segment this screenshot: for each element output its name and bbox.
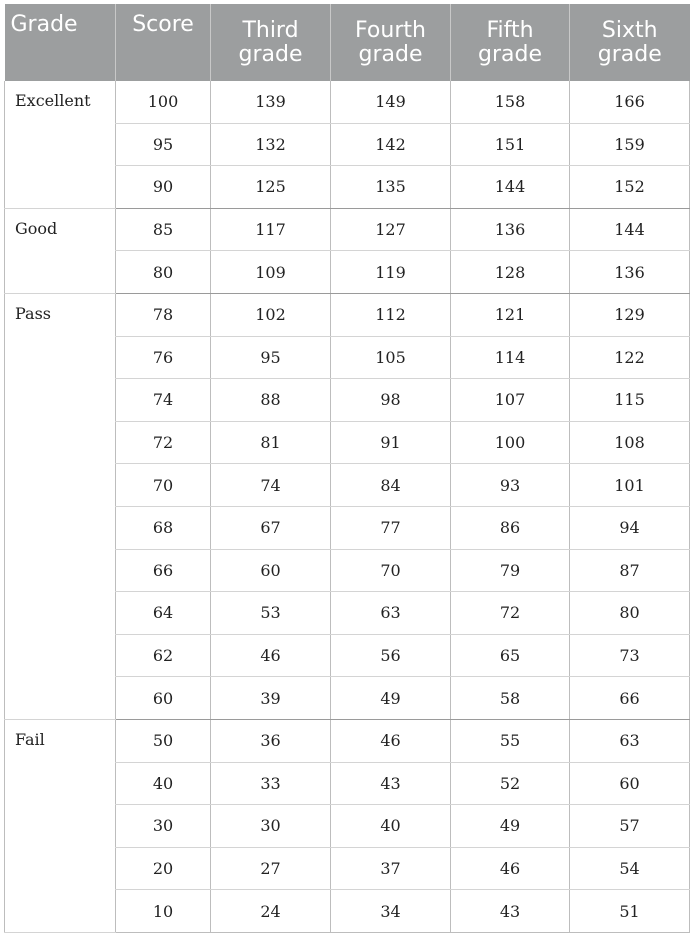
table-row bbox=[5, 81, 690, 123]
value-cell: 30 bbox=[211, 805, 331, 848]
score-cell: 72 bbox=[116, 421, 211, 464]
value-cell: 149 bbox=[331, 81, 451, 123]
score-cell: 64 bbox=[116, 592, 211, 635]
table-header bbox=[5, 4, 690, 81]
value-cell: 77 bbox=[331, 506, 451, 549]
value-cell: 127 bbox=[331, 208, 451, 251]
header-grade: Grade bbox=[5, 4, 116, 81]
value-cell: 136 bbox=[570, 251, 690, 294]
header-row bbox=[5, 4, 690, 81]
score-cell: 60 bbox=[116, 677, 211, 720]
table-body bbox=[5, 81, 690, 932]
value-cell: 151 bbox=[451, 123, 570, 166]
value-cell: 93 bbox=[451, 464, 570, 507]
value-cell: 52 bbox=[451, 762, 570, 805]
value-cell: 139 bbox=[211, 81, 331, 123]
value-cell: 100 bbox=[451, 421, 570, 464]
value-cell: 43 bbox=[331, 762, 451, 805]
score-cell: 90 bbox=[116, 166, 211, 209]
value-cell: 152 bbox=[570, 166, 690, 209]
value-cell: 46 bbox=[451, 847, 570, 890]
value-cell: 115 bbox=[570, 379, 690, 422]
header-fifth-grade: Fifth grade bbox=[451, 4, 570, 81]
value-cell: 56 bbox=[331, 634, 451, 677]
value-cell: 136 bbox=[451, 208, 570, 251]
score-cell: 76 bbox=[116, 336, 211, 379]
value-cell: 95 bbox=[211, 336, 331, 379]
score-cell: 95 bbox=[116, 123, 211, 166]
value-cell: 107 bbox=[451, 379, 570, 422]
value-cell: 87 bbox=[570, 549, 690, 592]
value-cell: 67 bbox=[211, 506, 331, 549]
value-cell: 102 bbox=[211, 293, 331, 336]
value-cell: 60 bbox=[570, 762, 690, 805]
value-cell: 54 bbox=[570, 847, 690, 890]
value-cell: 119 bbox=[331, 251, 451, 294]
grade-score-table bbox=[4, 4, 690, 933]
value-cell: 49 bbox=[451, 805, 570, 848]
value-cell: 65 bbox=[451, 634, 570, 677]
value-cell: 80 bbox=[570, 592, 690, 635]
value-cell: 40 bbox=[331, 805, 451, 848]
value-cell: 88 bbox=[211, 379, 331, 422]
value-cell: 34 bbox=[331, 890, 451, 933]
table-row bbox=[5, 719, 690, 762]
table-row bbox=[5, 293, 690, 336]
value-cell: 79 bbox=[451, 549, 570, 592]
value-cell: 51 bbox=[570, 890, 690, 933]
table-row bbox=[5, 208, 690, 251]
value-cell: 36 bbox=[211, 719, 331, 762]
value-cell: 158 bbox=[451, 81, 570, 123]
header-third-grade: Third grade bbox=[211, 4, 331, 81]
score-cell: 50 bbox=[116, 719, 211, 762]
score-cell: 20 bbox=[116, 847, 211, 890]
score-cell: 74 bbox=[116, 379, 211, 422]
value-cell: 166 bbox=[570, 81, 690, 123]
value-cell: 98 bbox=[331, 379, 451, 422]
value-cell: 39 bbox=[211, 677, 331, 720]
value-cell: 144 bbox=[451, 166, 570, 209]
value-cell: 94 bbox=[570, 506, 690, 549]
header-score: Score bbox=[116, 4, 211, 81]
score-cell: 68 bbox=[116, 506, 211, 549]
header-fourth-grade: Fourth grade bbox=[331, 4, 451, 81]
value-cell: 46 bbox=[211, 634, 331, 677]
score-cell: 62 bbox=[116, 634, 211, 677]
value-cell: 24 bbox=[211, 890, 331, 933]
score-cell: 30 bbox=[116, 805, 211, 848]
value-cell: 159 bbox=[570, 123, 690, 166]
value-cell: 132 bbox=[211, 123, 331, 166]
value-cell: 60 bbox=[211, 549, 331, 592]
value-cell: 33 bbox=[211, 762, 331, 805]
value-cell: 125 bbox=[211, 166, 331, 209]
score-cell: 78 bbox=[116, 293, 211, 336]
value-cell: 128 bbox=[451, 251, 570, 294]
header-sixth-grade: Sixth grade bbox=[570, 4, 690, 81]
value-cell: 66 bbox=[570, 677, 690, 720]
value-cell: 46 bbox=[331, 719, 451, 762]
value-cell: 53 bbox=[211, 592, 331, 635]
value-cell: 73 bbox=[570, 634, 690, 677]
value-cell: 81 bbox=[211, 421, 331, 464]
score-cell: 100 bbox=[116, 81, 211, 123]
value-cell: 74 bbox=[211, 464, 331, 507]
value-cell: 121 bbox=[451, 293, 570, 336]
value-cell: 117 bbox=[211, 208, 331, 251]
value-cell: 43 bbox=[451, 890, 570, 933]
value-cell: 63 bbox=[331, 592, 451, 635]
score-cell: 80 bbox=[116, 251, 211, 294]
value-cell: 91 bbox=[331, 421, 451, 464]
table-container bbox=[4, 4, 689, 933]
value-cell: 109 bbox=[211, 251, 331, 294]
grade-cell: Fail bbox=[5, 719, 116, 932]
value-cell: 27 bbox=[211, 847, 331, 890]
value-cell: 144 bbox=[570, 208, 690, 251]
score-cell: 10 bbox=[116, 890, 211, 933]
value-cell: 129 bbox=[570, 293, 690, 336]
value-cell: 70 bbox=[331, 549, 451, 592]
value-cell: 49 bbox=[331, 677, 451, 720]
value-cell: 122 bbox=[570, 336, 690, 379]
value-cell: 112 bbox=[331, 293, 451, 336]
value-cell: 101 bbox=[570, 464, 690, 507]
score-cell: 40 bbox=[116, 762, 211, 805]
grade-cell: Good bbox=[5, 208, 116, 293]
value-cell: 63 bbox=[570, 719, 690, 762]
value-cell: 142 bbox=[331, 123, 451, 166]
value-cell: 105 bbox=[331, 336, 451, 379]
score-cell: 85 bbox=[116, 208, 211, 251]
value-cell: 108 bbox=[570, 421, 690, 464]
value-cell: 37 bbox=[331, 847, 451, 890]
value-cell: 135 bbox=[331, 166, 451, 209]
score-cell: 66 bbox=[116, 549, 211, 592]
value-cell: 55 bbox=[451, 719, 570, 762]
value-cell: 86 bbox=[451, 506, 570, 549]
grade-cell: Pass bbox=[5, 293, 116, 719]
value-cell: 72 bbox=[451, 592, 570, 635]
value-cell: 57 bbox=[570, 805, 690, 848]
score-cell: 70 bbox=[116, 464, 211, 507]
value-cell: 84 bbox=[331, 464, 451, 507]
grade-cell: Excellent bbox=[5, 81, 116, 208]
value-cell: 114 bbox=[451, 336, 570, 379]
value-cell: 58 bbox=[451, 677, 570, 720]
